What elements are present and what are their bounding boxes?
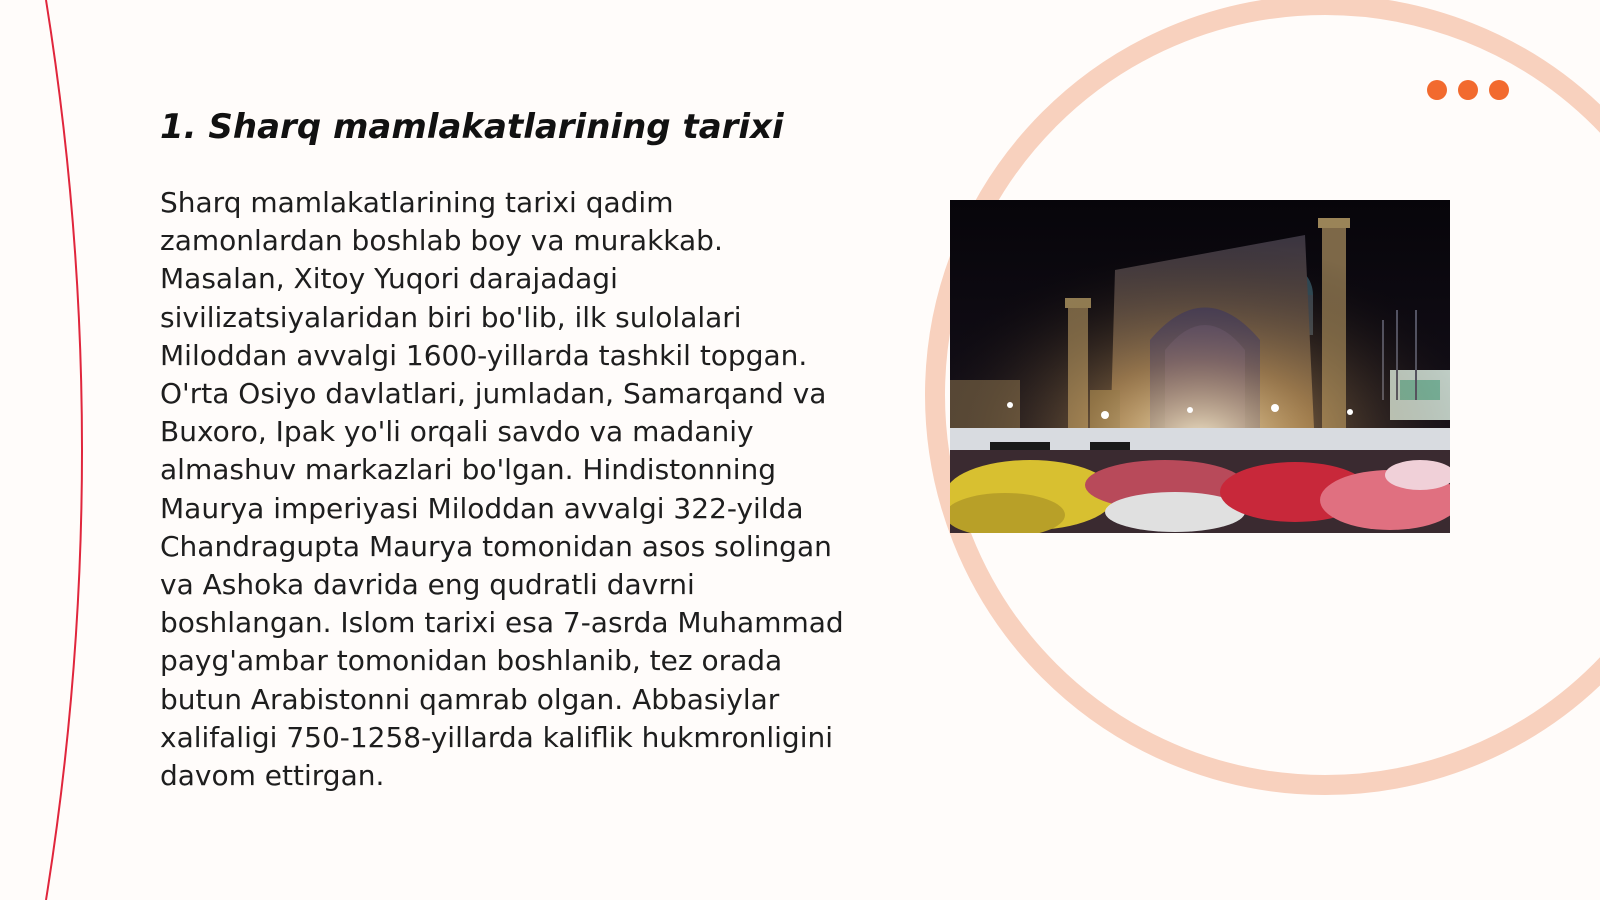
left-red-arc bbox=[46, 0, 82, 900]
dot-icon bbox=[1489, 80, 1509, 100]
dot-icon bbox=[1427, 80, 1447, 100]
registan-night-photo bbox=[950, 200, 1450, 533]
slide-body-text: Sharq mamlakatlarining tarixi qadim zamonlardan boshlab boy va murakkab. Masalan, Xitoy Yuqori darajadagi sivilizatsiyalaridan biri bo'lib, ilk sulolalari Miloddan avvalgi 1600-yillarda tashkil topgan. O'rta Osiyo davlatlari, jumladan, Samarqand va Buxoro, Ipak yo'li orqali savdo va madaniy almashuv markazlari bo'lgan. Hindistonning Maurya imperiyasi Miloddan avvalgi 322-yilda Chandragupta Maurya tomonidan asos solingan va Ashoka davrida eng qudratli davrni boshlangan. Islom tarixi esa 7-asrda Muhammad payg'ambar tomonidan boshlanib, tez orada butun Arabistonni qamrab olgan. Abbasiylar xalifaligi 750-1258-yillarda kaliflik hukmronligini davom ettirgan. bbox=[160, 186, 844, 793]
menu-dots-icon bbox=[1427, 80, 1509, 100]
dot-icon bbox=[1458, 80, 1478, 100]
slide-title: 1. Sharq mamlakatlarining tarixi bbox=[160, 107, 784, 147]
